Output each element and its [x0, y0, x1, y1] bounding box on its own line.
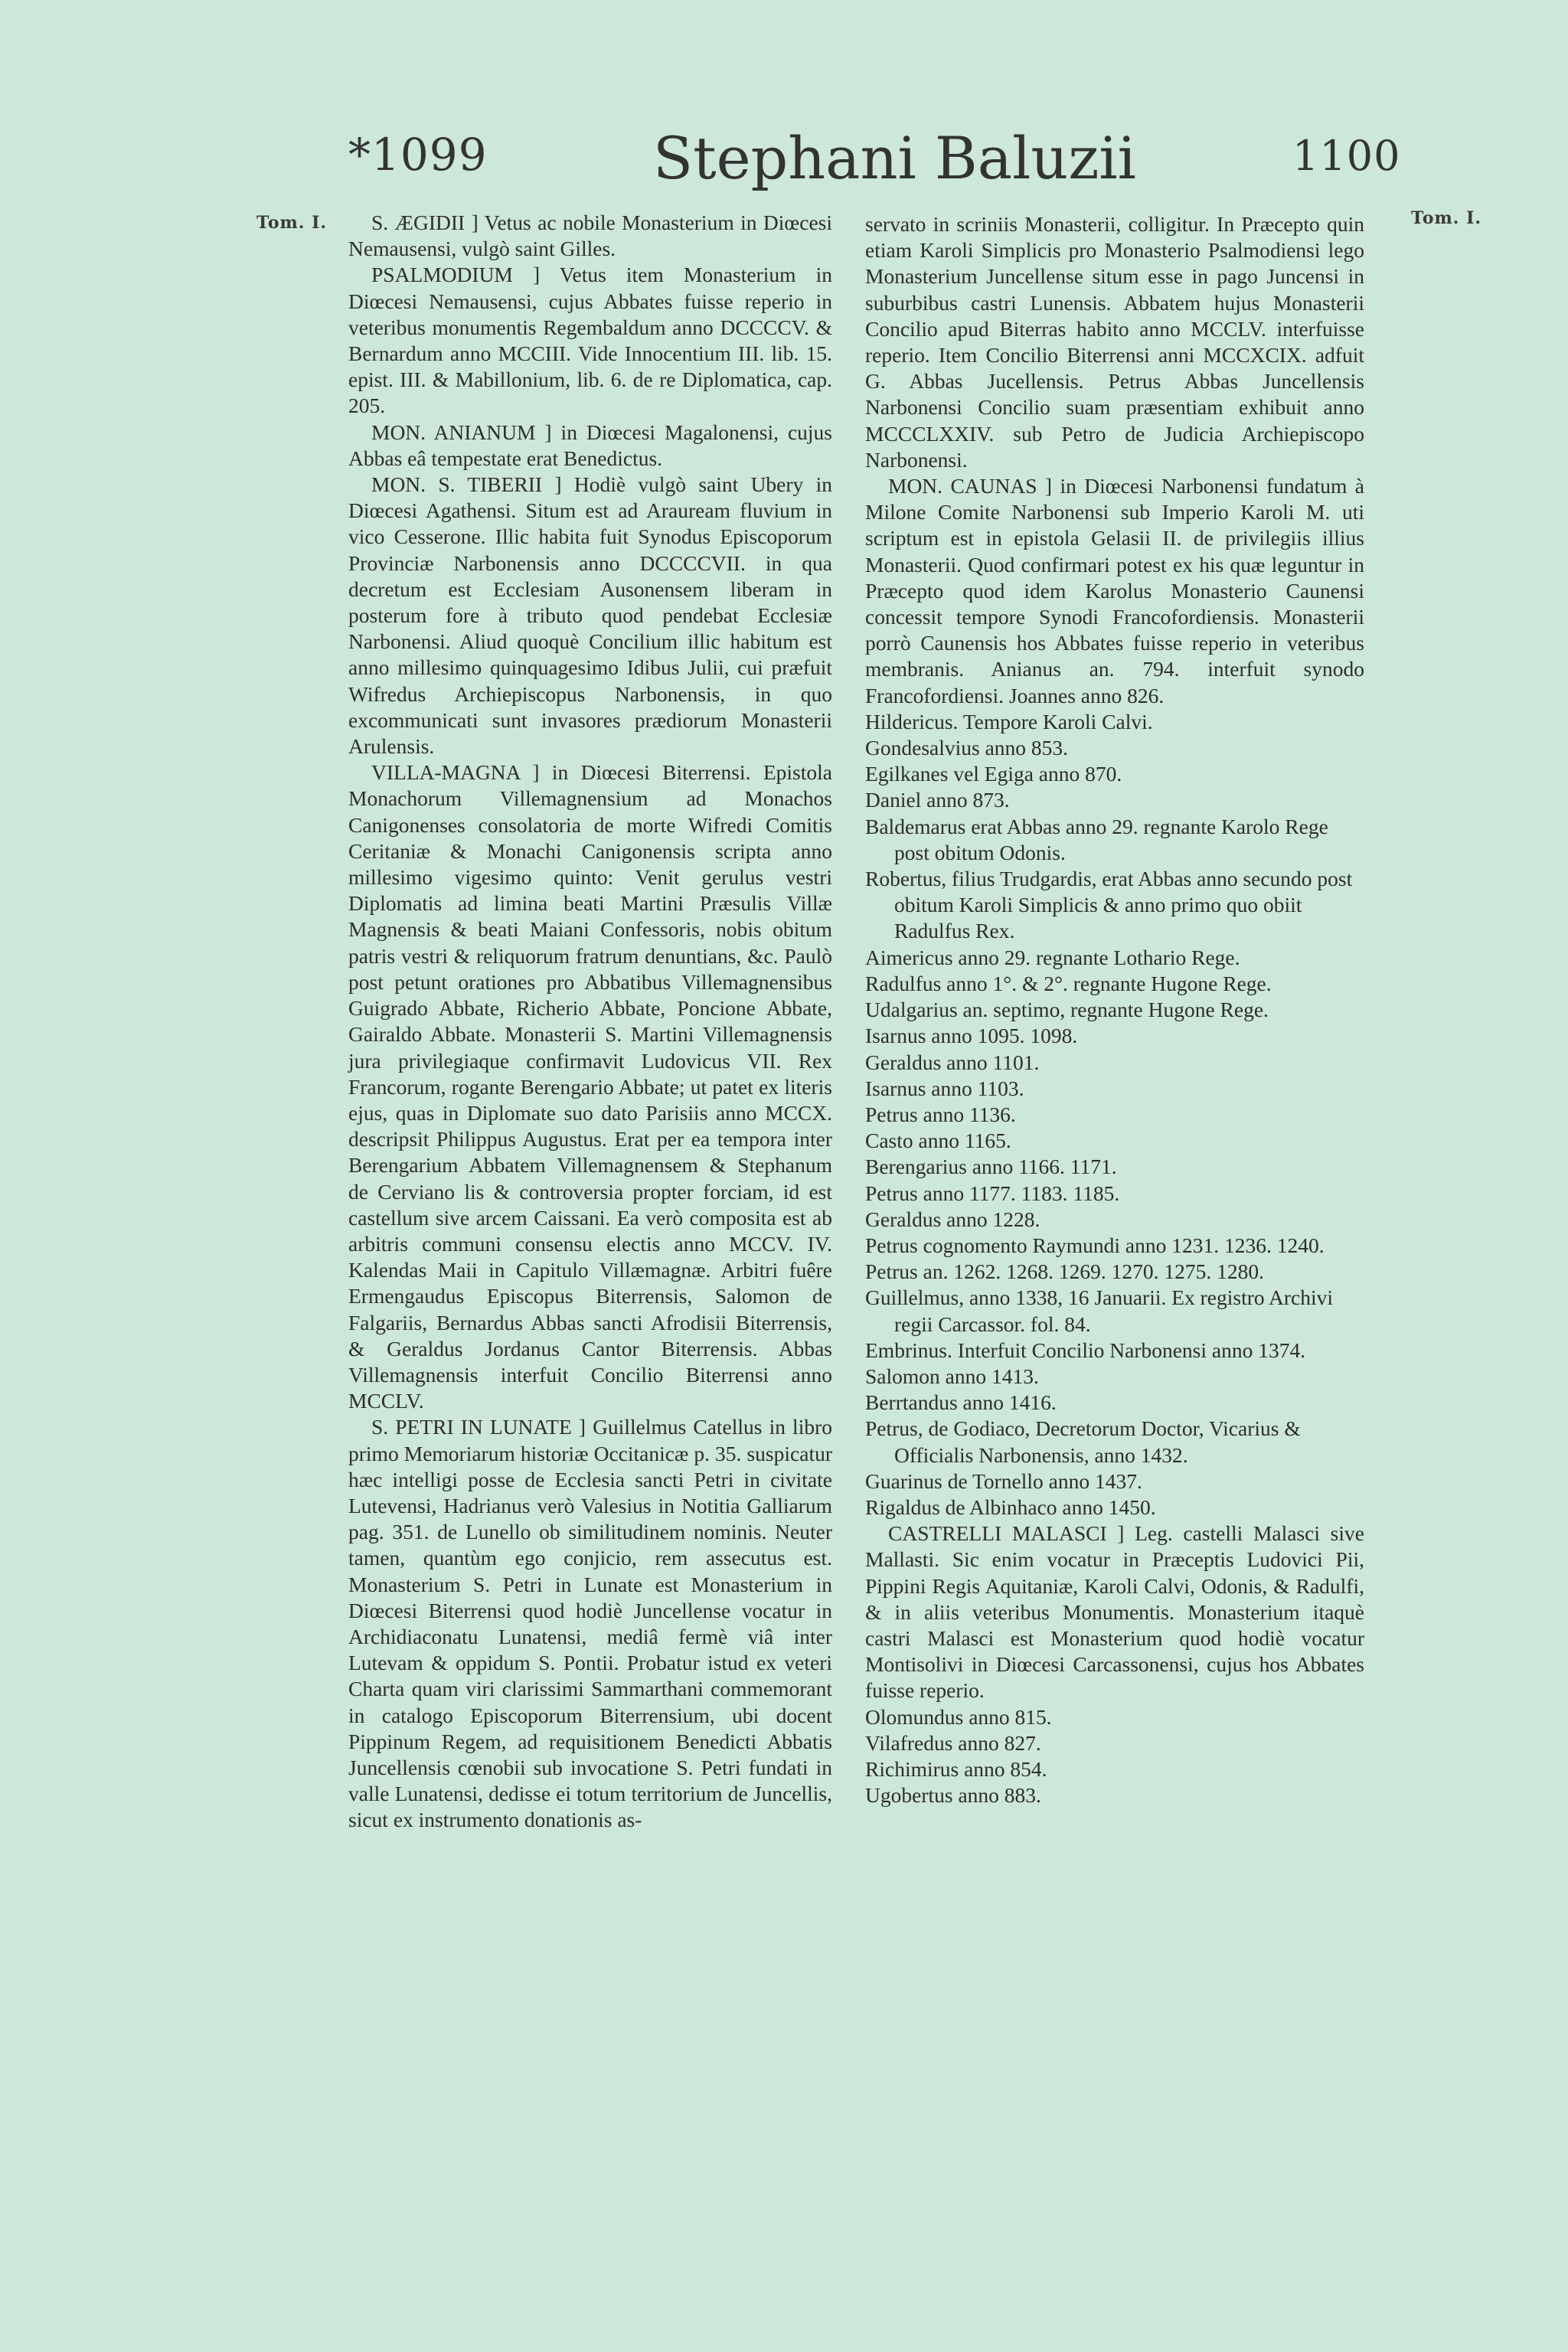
entry-psalmodium: PSALMODIUM ] Vetus item Monasterium in Diœcesi Nemausensi, cujus Abbates fuisse reperio in veteribus monumentis Regembaldum anno DCCCCV. & Bernardum anno MCCIII. Vide Innocentium III. lib. 15. epist. III. & Mabillonium, lib. 6. de re Diplomatica, cap. 205. — [348, 263, 832, 418]
abbot-list-item: Isarnus anno 1095. 1098. — [865, 1024, 1078, 1048]
abbot-list-item: Salomon anno 1413. — [865, 1364, 1039, 1388]
abbot-list-item: Isarnus anno 1103. — [865, 1076, 1024, 1100]
abbot-list-item: Guarinus de Tornello anno 1437. — [865, 1468, 1142, 1493]
abbot-list-item: Richimirus anno 854. — [865, 1756, 1047, 1781]
abbot-list-item: Petrus an. 1262. 1268. 1269. 1270. 1275. 1280. — [865, 1259, 1264, 1284]
margin-volume-right: Tom. I. — [1411, 208, 1482, 228]
running-title: Stephani Baluzii — [653, 124, 1136, 192]
abbot-list-item: Vilafredus anno 827. — [865, 1730, 1041, 1755]
abbot-list-item: Robertus, filius Trudgardis, erat Abbas anno secundo post obitum Karoli Simplicis & anno primo quo obiit Radulfus Rex. — [865, 867, 1353, 943]
abbot-list-item: Radulfus anno 1°. & 2°. regnante Hugone Rege. — [865, 971, 1272, 995]
abbot-list-item: Berengarius anno 1166. 1171. — [865, 1155, 1117, 1179]
page-number-left: *1099 — [348, 129, 488, 181]
abbot-list-item: Petrus anno 1136. — [865, 1102, 1016, 1126]
abbot-list-item: Geraldus anno 1101. — [865, 1050, 1040, 1074]
abbot-list-item: Udalgarius an. septimo, regnante Hugone Rege. — [865, 998, 1269, 1022]
abbot-list-item: Hildericus. Tempore Karoli Calvi. — [865, 709, 1153, 733]
right-column — [865, 211, 1364, 1808]
margin-volume-left: Tom. I. — [256, 213, 328, 233]
abbot-list-item: Gondesalvius anno 853. — [865, 736, 1069, 760]
abbot-list-item: Geraldus anno 1228. — [865, 1207, 1040, 1231]
entry-mon-s-tiberii: MON. S. TIBERII ] Hodiè vulgò saint Ubery in Diœcesi Agathensi. Situm est ad Arauream fluvium in vico Cesserone. Illic habita fuit Synodus Episcoporum Provinciæ Narbonensis anno DCCCCVII. in qua decretum est Ecclesiam Ausonensem liberam in posterum fore à tributo quod pendebat Ecclesiæ Narbonensi. Aliud quoquè Concilium illic habitum est anno millesimo quinquagesimo Idibus Julii, cui præfuit Wifredus Archiepiscopus Narbonensis, in quo excommunicati sunt invasores prædiorum Monasterii Arulensis. — [348, 472, 832, 759]
abbot-list-item: Casto anno 1165. — [865, 1129, 1011, 1153]
abbot-list-item: Daniel anno 873. — [865, 788, 1010, 812]
entry-s-petri-in-lunate: S. PETRI IN LUNATE ] Guillelmus Catellus in libro primo Memoriarum historiæ Occitanicæ p. 35. suspicatur hæc intelligi posse de Ecclesia sancti Petri in civitate Lutevensi, Hadrianus verò Valesius in Notitia Galliarum pag. 351. de Lunello ob similitudinem nominis. Neuter tamen, quantùm ego conjicio, rem assecutus est. Monasterium S. Petri in Lunate est Monasterium in Diœcesi Biterrensi quod hodiè Juncellense vocatur in Archidiaconatu Lunatensi, mediâ fermè viâ inter Lutevam & oppidum S. Pontii. Probatur istud ex veteri Charta quam viri clarissimi Sammarthani commemorant in catalogo Episcoporum Biterrensium, ubi docent Pippinum Regem, ad requisitionem Benedicti Abbatis Juncellensis cœnobii sub invocatione S. Petri fundati in valle Lunatensi, dedisse ei totum territorium de Juncellis, sicut ex instrumento donationis as- — [348, 1415, 832, 1832]
abbot-list-item: Petrus, de Godiaco, Decretorum Doctor, Vicarius & Officialis Narbonensis, anno 1432. — [865, 1416, 1301, 1467]
entry-villa-magna: VILLA-MAGNA ] in Diœcesi Biterrensi. Epistola Monachorum Villemagnensium ad Monachos Canigonenses consolatoria de morte Wifredi Comitis Ceritaniæ & Monachi Canigonensis scripta anno millesimo vigesimo quinto: Venit gerulus vestri Diplomatis ad limina beati Martini Præsulis Villæ Magnensis & beati Maiani Confessoris, nobis obitum patris vestri & reliquorum fratrum denuntians, &c. Paulò post petunt orationes pro Abbatibus Villemagnensibus Guigrado Abbate, Richerio Abbate, Poncione Abbate, Gairaldo Abbate. Monasterii S. Martini Villemagnensis jura privilegiaque confirmavit Ludovicus VII. Rex Francorum, rogante Berengario Abbate; ut patet ex literis ejus, quas in Diplomate suo dato Parisiis anno MCCX. descripsit Philippus Augustus. Erat per ea tempora inter Berengarium Abbatem Villemagnensem & Stephanum de Cerviano lis & controversia propter forciam, id est castellum sive arcem Caissani. Ea verò composita est ab arbitris communi consensu electis anno MCCV. IV. Kalendas Maii in Capitulo Villæmagnæ. Arbitri fuêre Ermengaudus Episcopus Biterrensis, Salomon de Falgariis, Bernardus Abbas sancti Afrodisii Biterrensis, & Geraldus Jordanus Cantor Biterrensis. Abbas Villemagnensis interfuit Concilio Biterrensi anno MCCLV. — [348, 760, 832, 1413]
page-number-right: 1100 — [1292, 132, 1401, 180]
entry-continuation: servato in scriniis Monasterii, colligitur. In Præcepto quin etiam Karoli Simplicis pro Monasterio Psalmodiensi lego Monasterium Juncellense situm esse in pago Juncensi in suburbibus castri Lunensis. Abbatem hujus Monasterii Concilio apud Biterras habito anno MCCLV. interfuisse reperio. Item Concilio Biterrensi anni MCCXCIX. adfuit G. Abbas Jucellensis. Petrus Abbas Juncellensis Narbonensi Concilio suam præsentiam exhibuit anno MCCCLXXIV. sub Petro de Judicia Archiepiscopo Narbonensi. — [865, 212, 1364, 472]
entry-mon-anianum: MON. ANIANUM ] in Diœcesi Magalonensi, cujus Abbas eâ tempestate erat Benedictus. — [348, 420, 832, 470]
entry-s-aegidii: S. ÆGIDII ] Vetus ac nobile Monasterium in Diœcesi Nemausensi, vulgò saint Gilles. — [348, 211, 832, 261]
entry-mon-caunas: MON. CAUNAS ] in Diœcesi Narbonensi fundatum à Milone Comite Narbonensi sub Imperio Karoli M. uti scriptum est in epistola Gelasii II. de privilegiis illius Monasterii. Quod confirmari potest ex his quæ leguntur in Præcepto quod idem Karolus Monasterio Caunensi concessit tempore Synodi Francofordiensis. Monasterii porrò Caunensis hos Abbates fuisse reperio in veteribus membranis. Anianus an. 794. interfuit synodo Francofordiensi. Joannes anno 826. — [865, 474, 1364, 707]
abbot-list-item: Baldemarus erat Abbas anno 29. regnante Karolo Rege post obitum Odonis. — [865, 814, 1328, 864]
left-column — [348, 210, 832, 1834]
abbot-list-item: Berrtandus anno 1416. — [865, 1390, 1057, 1415]
abbot-list-item: Egilkanes vel Egiga anno 870. — [865, 762, 1122, 786]
entry-castrelli-malasci: CASTRELLI MALASCI ] Leg. castelli Malasci sive Mallasti. Sic enim vocatur in Præceptis Ludovici Pii, Pippini Regis Aquitaniæ, Karoli Calvi, Odonis, & Radulfi, & in aliis veteribus Monumentis. Monasterium itaquè castri Malasci est Monasterium quod hodiè vocatur Montisolivi in Diœcesi Carcassonensi, cujus hos Abbates fuisse reperio. — [865, 1521, 1364, 1703]
abbot-list-item: Olomundus anno 815. — [865, 1704, 1052, 1729]
abbot-list-item: Petrus anno 1177. 1183. 1185. — [865, 1181, 1120, 1205]
abbot-list-item: Ugobertus anno 883. — [865, 1783, 1041, 1808]
abbot-list-item: Petrus cognomento Raymundi anno 1231. 1236. 1240. — [865, 1233, 1325, 1257]
abbot-list-item: Embrinus. Interfuit Concilio Narbonensi anno 1374. — [865, 1338, 1306, 1362]
abbot-list-item: Aimericus anno 29. regnante Lothario Rege. — [865, 945, 1240, 969]
abbot-list-item: Guillelmus, anno 1338, 16 Januarii. Ex registro Archivi regii Carcassor. fol. 84. — [865, 1285, 1334, 1336]
abbot-list-item: Rigaldus de Albinhaco anno 1450. — [865, 1494, 1156, 1519]
